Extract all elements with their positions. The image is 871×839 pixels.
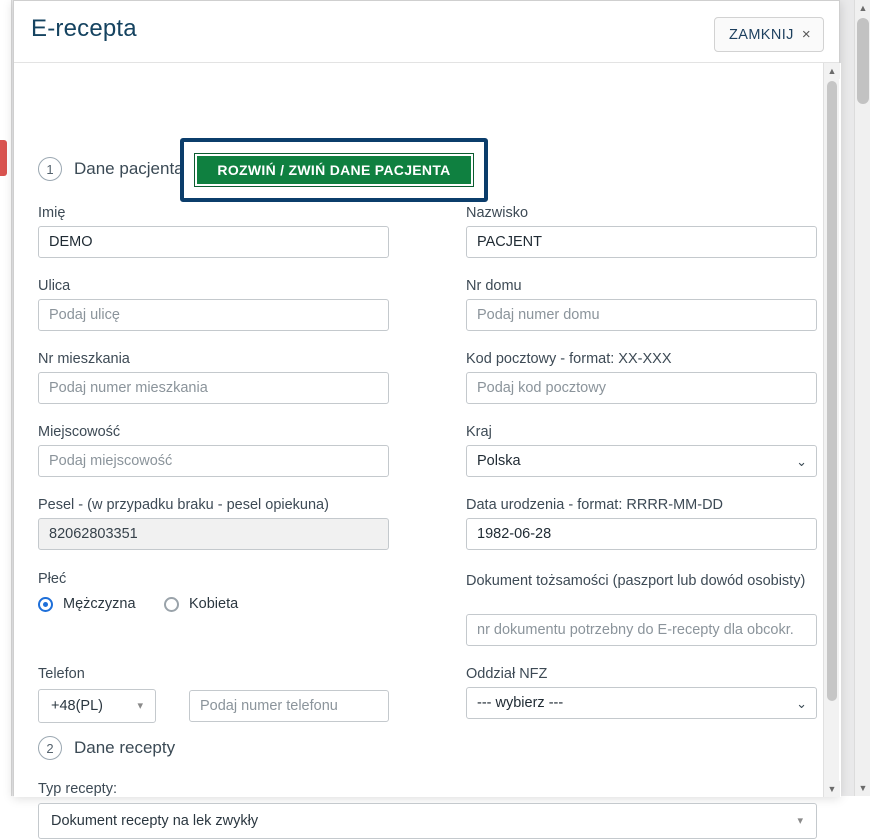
label-plec: Płeć — [38, 571, 67, 587]
side-red-tab[interactable] — [0, 140, 7, 176]
dialog-header — [14, 1, 839, 63]
input-ulica[interactable]: Podaj ulicę — [38, 299, 389, 331]
label-imie: Imię — [38, 205, 66, 221]
label-nr-domu: Nr domu — [466, 278, 522, 294]
select-typ-recepty[interactable] — [38, 803, 817, 839]
label-nazwisko: Nazwisko — [466, 205, 529, 221]
step-number-2: 2 — [38, 736, 62, 760]
input-telefon[interactable]: Podaj numer telefonu — [189, 690, 389, 722]
input-nr-domu[interactable]: Podaj numer domu — [466, 299, 817, 331]
caret-down-icon: ▾ — [137, 700, 143, 712]
radio-plec-kobieta-wrapper — [164, 596, 238, 612]
window-scrollbar[interactable] — [854, 0, 870, 796]
input-kod-pocztowy[interactable]: Podaj kod pocztowy — [466, 372, 817, 404]
scroll-up-icon[interactable]: ▲ — [824, 63, 840, 79]
radio-group-plec — [38, 596, 136, 612]
dialog-scrollbar-thumb[interactable] — [827, 81, 837, 701]
label-nr-mieszkania: Nr mieszkania — [38, 351, 130, 367]
window-scroll-down-icon[interactable]: ▼ — [858, 783, 868, 793]
label-dokument-tozsamosci: Dokument tożsamości (paszport lub dowód osobisty) — [466, 573, 806, 589]
expand-collapse-patient-data-button[interactable]: ROZWIŃ / ZWIŃ DANE PACJENTA — [195, 154, 473, 186]
scroll-down-icon[interactable]: ▼ — [824, 781, 840, 797]
radio-plec-kobieta-label: Kobieta — [189, 596, 239, 612]
label-typ-recepty: Typ recepty: — [38, 781, 117, 797]
close-icon: × — [801, 26, 811, 43]
label-telefon: Telefon — [38, 666, 85, 682]
label-kod-pocztowy: Kod pocztowy - format: XX-XXX — [466, 351, 672, 367]
label-ulica: Ulica — [38, 278, 71, 294]
step-number-1: 1 — [38, 157, 62, 181]
e-recepta-dialog — [13, 0, 840, 829]
select-typ-recepty-value: Dokument recepty na lek zwykły — [51, 813, 259, 829]
close-button-label: ZAMKNIJ — [728, 26, 794, 43]
window-scroll-up-icon[interactable]: ▲ — [858, 3, 868, 13]
input-pesel[interactable]: 82062803351 — [38, 518, 389, 550]
radio-plec-kobieta[interactable] — [164, 597, 179, 612]
input-data-urodzenia[interactable]: 1982-06-28 — [466, 518, 817, 550]
close-button[interactable] — [714, 17, 824, 52]
select-telefon-prefix-value: +48(PL) — [51, 698, 103, 714]
select-kraj-value: Polska — [477, 453, 521, 469]
chevron-down-icon: ⌄ — [796, 454, 807, 469]
dialog-title: E-recepta — [31, 15, 137, 42]
section-dane-pacjenta-header — [38, 157, 184, 181]
input-miejscowosc[interactable]: Podaj miejscowość — [38, 445, 389, 477]
radio-plec-mezczyzna[interactable] — [38, 597, 53, 612]
form-container — [14, 63, 820, 829]
input-dokument-tozsamosci[interactable]: nr dokumentu potrzebny do E-recepty dla obcokr. — [466, 614, 817, 646]
select-oddzial-nfz[interactable] — [466, 687, 817, 719]
input-nr-mieszkania[interactable]: Podaj numer mieszkania — [38, 372, 389, 404]
dialog-body — [14, 63, 841, 829]
background-page-strip — [0, 0, 12, 796]
label-data-urodzenia: Data urodzenia - format: RRRR-MM-DD — [466, 497, 724, 513]
input-nazwisko[interactable]: PACJENT — [466, 226, 817, 258]
select-kraj[interactable] — [466, 445, 817, 477]
section-title-dane-recepty: Dane recepty — [74, 738, 176, 757]
chevron-down-icon: ⌄ — [796, 696, 807, 711]
window-scrollbar-thumb[interactable] — [857, 18, 869, 104]
dialog-scrollbar[interactable] — [823, 63, 839, 797]
section-title-dane-pacjenta: Dane pacjenta — [74, 159, 184, 178]
input-imie[interactable]: DEMO — [38, 226, 389, 258]
radio-plec-mezczyzna-label: Mężczyzna — [63, 596, 136, 612]
select-telefon-prefix[interactable] — [38, 689, 156, 723]
label-pesel: Pesel - (w przypadku braku - pesel opiekuna) — [38, 497, 329, 513]
label-oddzial-nfz: Oddział NFZ — [466, 666, 548, 682]
select-oddzial-nfz-value: --- wybierz --- — [477, 695, 564, 711]
label-kraj: Kraj — [466, 424, 492, 440]
caret-down-icon: ▾ — [797, 815, 803, 827]
section-dane-recepty-header — [38, 736, 175, 760]
label-miejscowosc: Miejscowość — [38, 424, 121, 440]
